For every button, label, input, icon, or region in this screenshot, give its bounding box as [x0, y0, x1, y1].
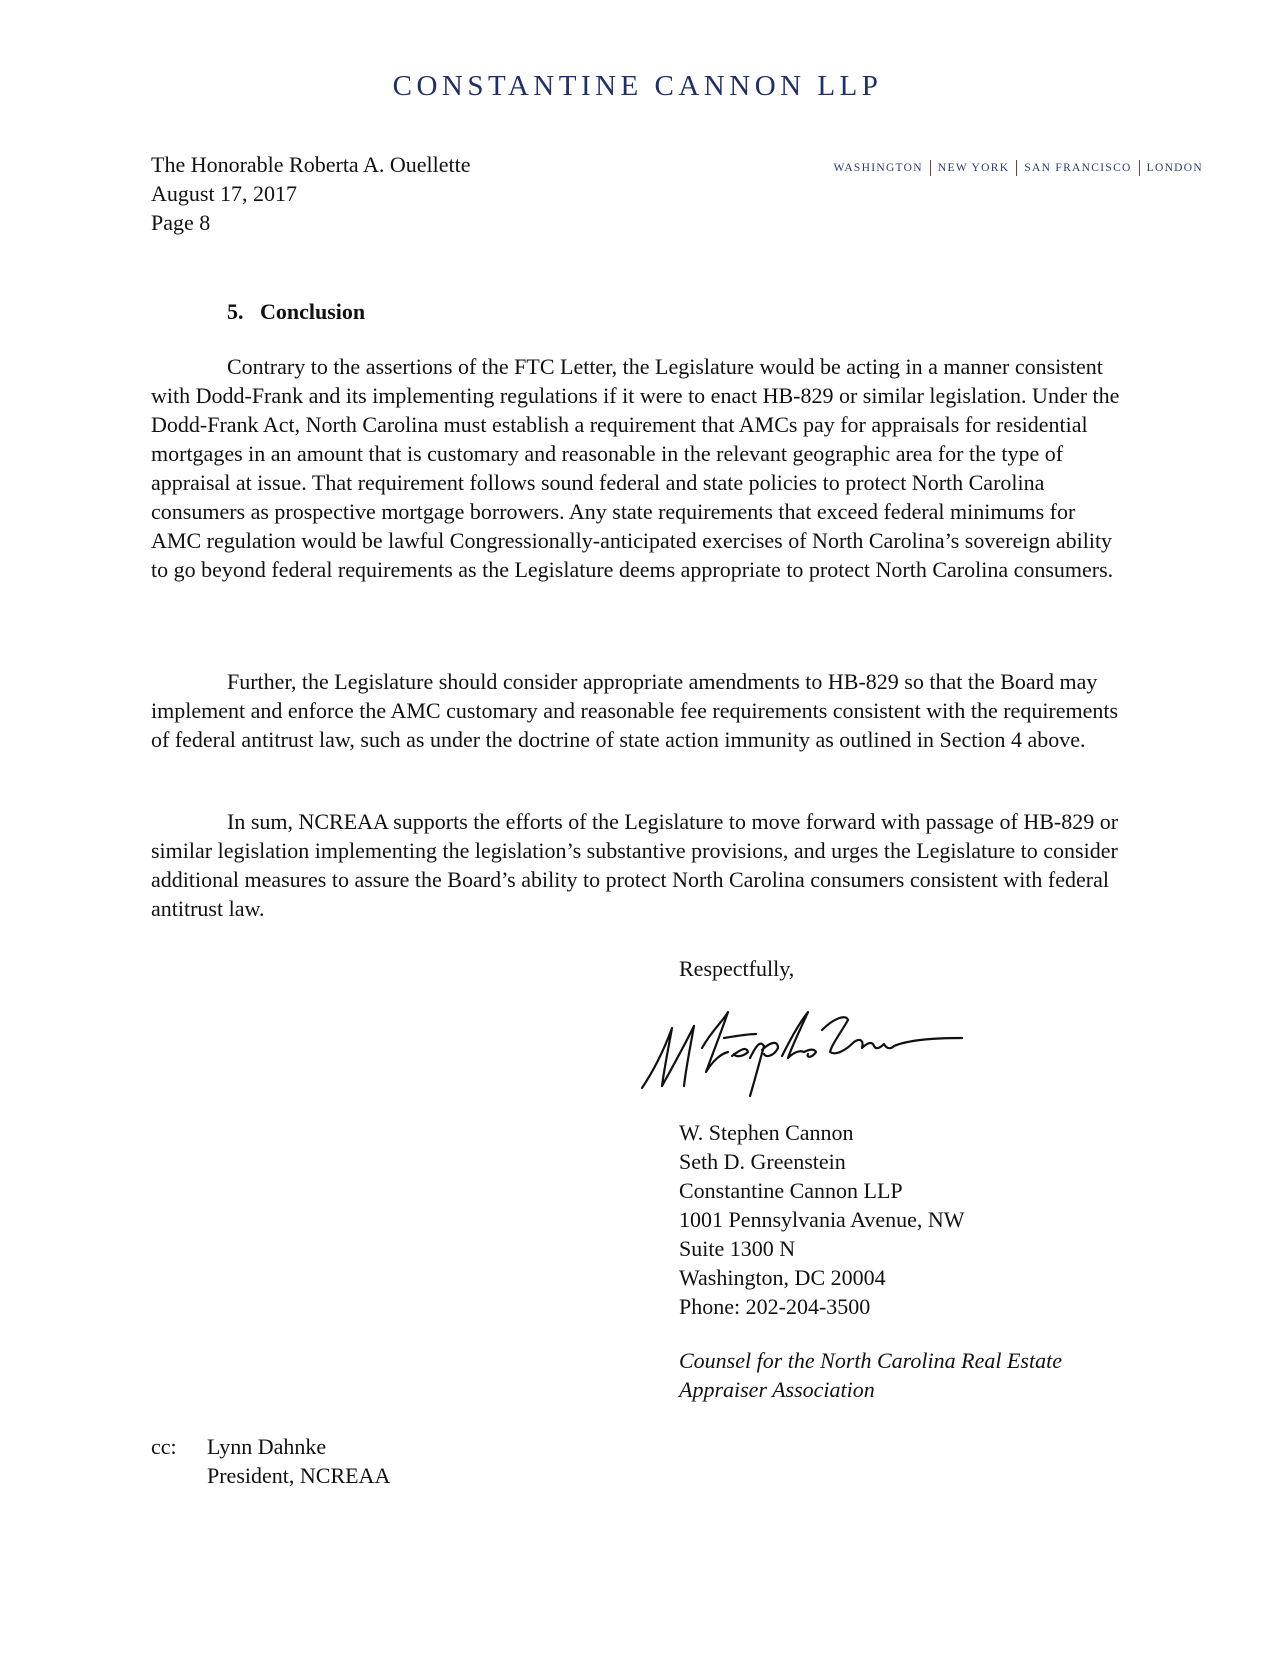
letterhead-offices — [833, 160, 1203, 176]
cc-recipient-line: President, NCREAA — [207, 1463, 391, 1488]
signatory-line: Phone: 202-204-3500 — [679, 1294, 871, 1319]
counsel-line: Appraiser Association — [679, 1377, 875, 1402]
signatory-line: Seth D. Greenstein — [679, 1149, 846, 1174]
signatory-line: Constantine Cannon LLP — [679, 1178, 903, 1203]
signature-icon — [632, 1000, 972, 1100]
recipient-name: The Honorable Roberta A. Ouellette — [151, 152, 471, 177]
closing-salutation: Respectfully, — [679, 956, 795, 981]
letter-date: August 17, 2017 — [151, 181, 298, 206]
signatory-line: W. Stephen Cannon — [679, 1120, 854, 1145]
office-san-francisco: SAN FRANCISCO — [1024, 162, 1132, 174]
signatory-line: Suite 1300 N — [679, 1236, 796, 1261]
conclusion-paragraph-1: Contrary to the assertions of the FTC Letter, the Legislature would be acting in a manner consistent with Dodd-Frank and its implementing regulations if it were to enact HB-829 or similar legislation. Under the Dodd-Frank Act, North Carolina must establish a requirement that AMCs pay for appraisals for residential mortgages in an amount that is customary and reasonable in the relevant geographic area for the type of appraisal at issue. That requirement follows sound federal and state policies to protect North Carolina consumers as prospective mortgage borrowers. Any state requirements that exceed federal minimums for AMC regulation would be lawful Congressionally-anticipated exercises of North Carolina’s sovereign ability to go beyond federal requirements as the Legislature deems appropriate to protect North Carolina consumers. — [151, 354, 1120, 582]
counsel-designation — [679, 1346, 1062, 1404]
section-heading: 5. Conclusion — [227, 299, 366, 324]
cc-label: cc: — [151, 1434, 177, 1459]
page-number: Page 8 — [151, 210, 211, 235]
conclusion-paragraph-3: In sum, NCREAA supports the efforts of the Legislature to move forward with passage of HB-829 or similar legislation implementing the legislation’s substantive provisions, and urges the Legislature to consider additional measures to assure the Board’s ability to protect North Carolina consumers consistent with federal antitrust law. — [151, 809, 1119, 921]
signatory-line: 1001 Pennsylvania Avenue, NW — [679, 1207, 965, 1232]
office-london: LONDON — [1146, 162, 1203, 174]
letterhead-firm-name: CONSTANTINE CANNON LLP — [392, 70, 883, 102]
signatory-line: Washington, DC 20004 — [679, 1265, 886, 1290]
office-washington: WASHINGTON — [833, 162, 923, 174]
signature-block — [679, 1118, 965, 1321]
conclusion-paragraph-2: Further, the Legislature should consider appropriate amendments to HB-829 so that the Board may implement and enforce the AMC customary and reasonable fee requirements consistent with the requirements of federal antitrust law, such as under the doctrine of state action immunity as outlined in Section 4 above. — [151, 669, 1119, 752]
office-new-york: NEW YORK — [937, 162, 1010, 174]
cc-recipient-line: Lynn Dahnke — [207, 1434, 327, 1459]
counsel-line: Counsel for the North Carolina Real Estate — [679, 1348, 1062, 1373]
cc-recipients — [207, 1432, 390, 1490]
page-header — [151, 150, 471, 237]
